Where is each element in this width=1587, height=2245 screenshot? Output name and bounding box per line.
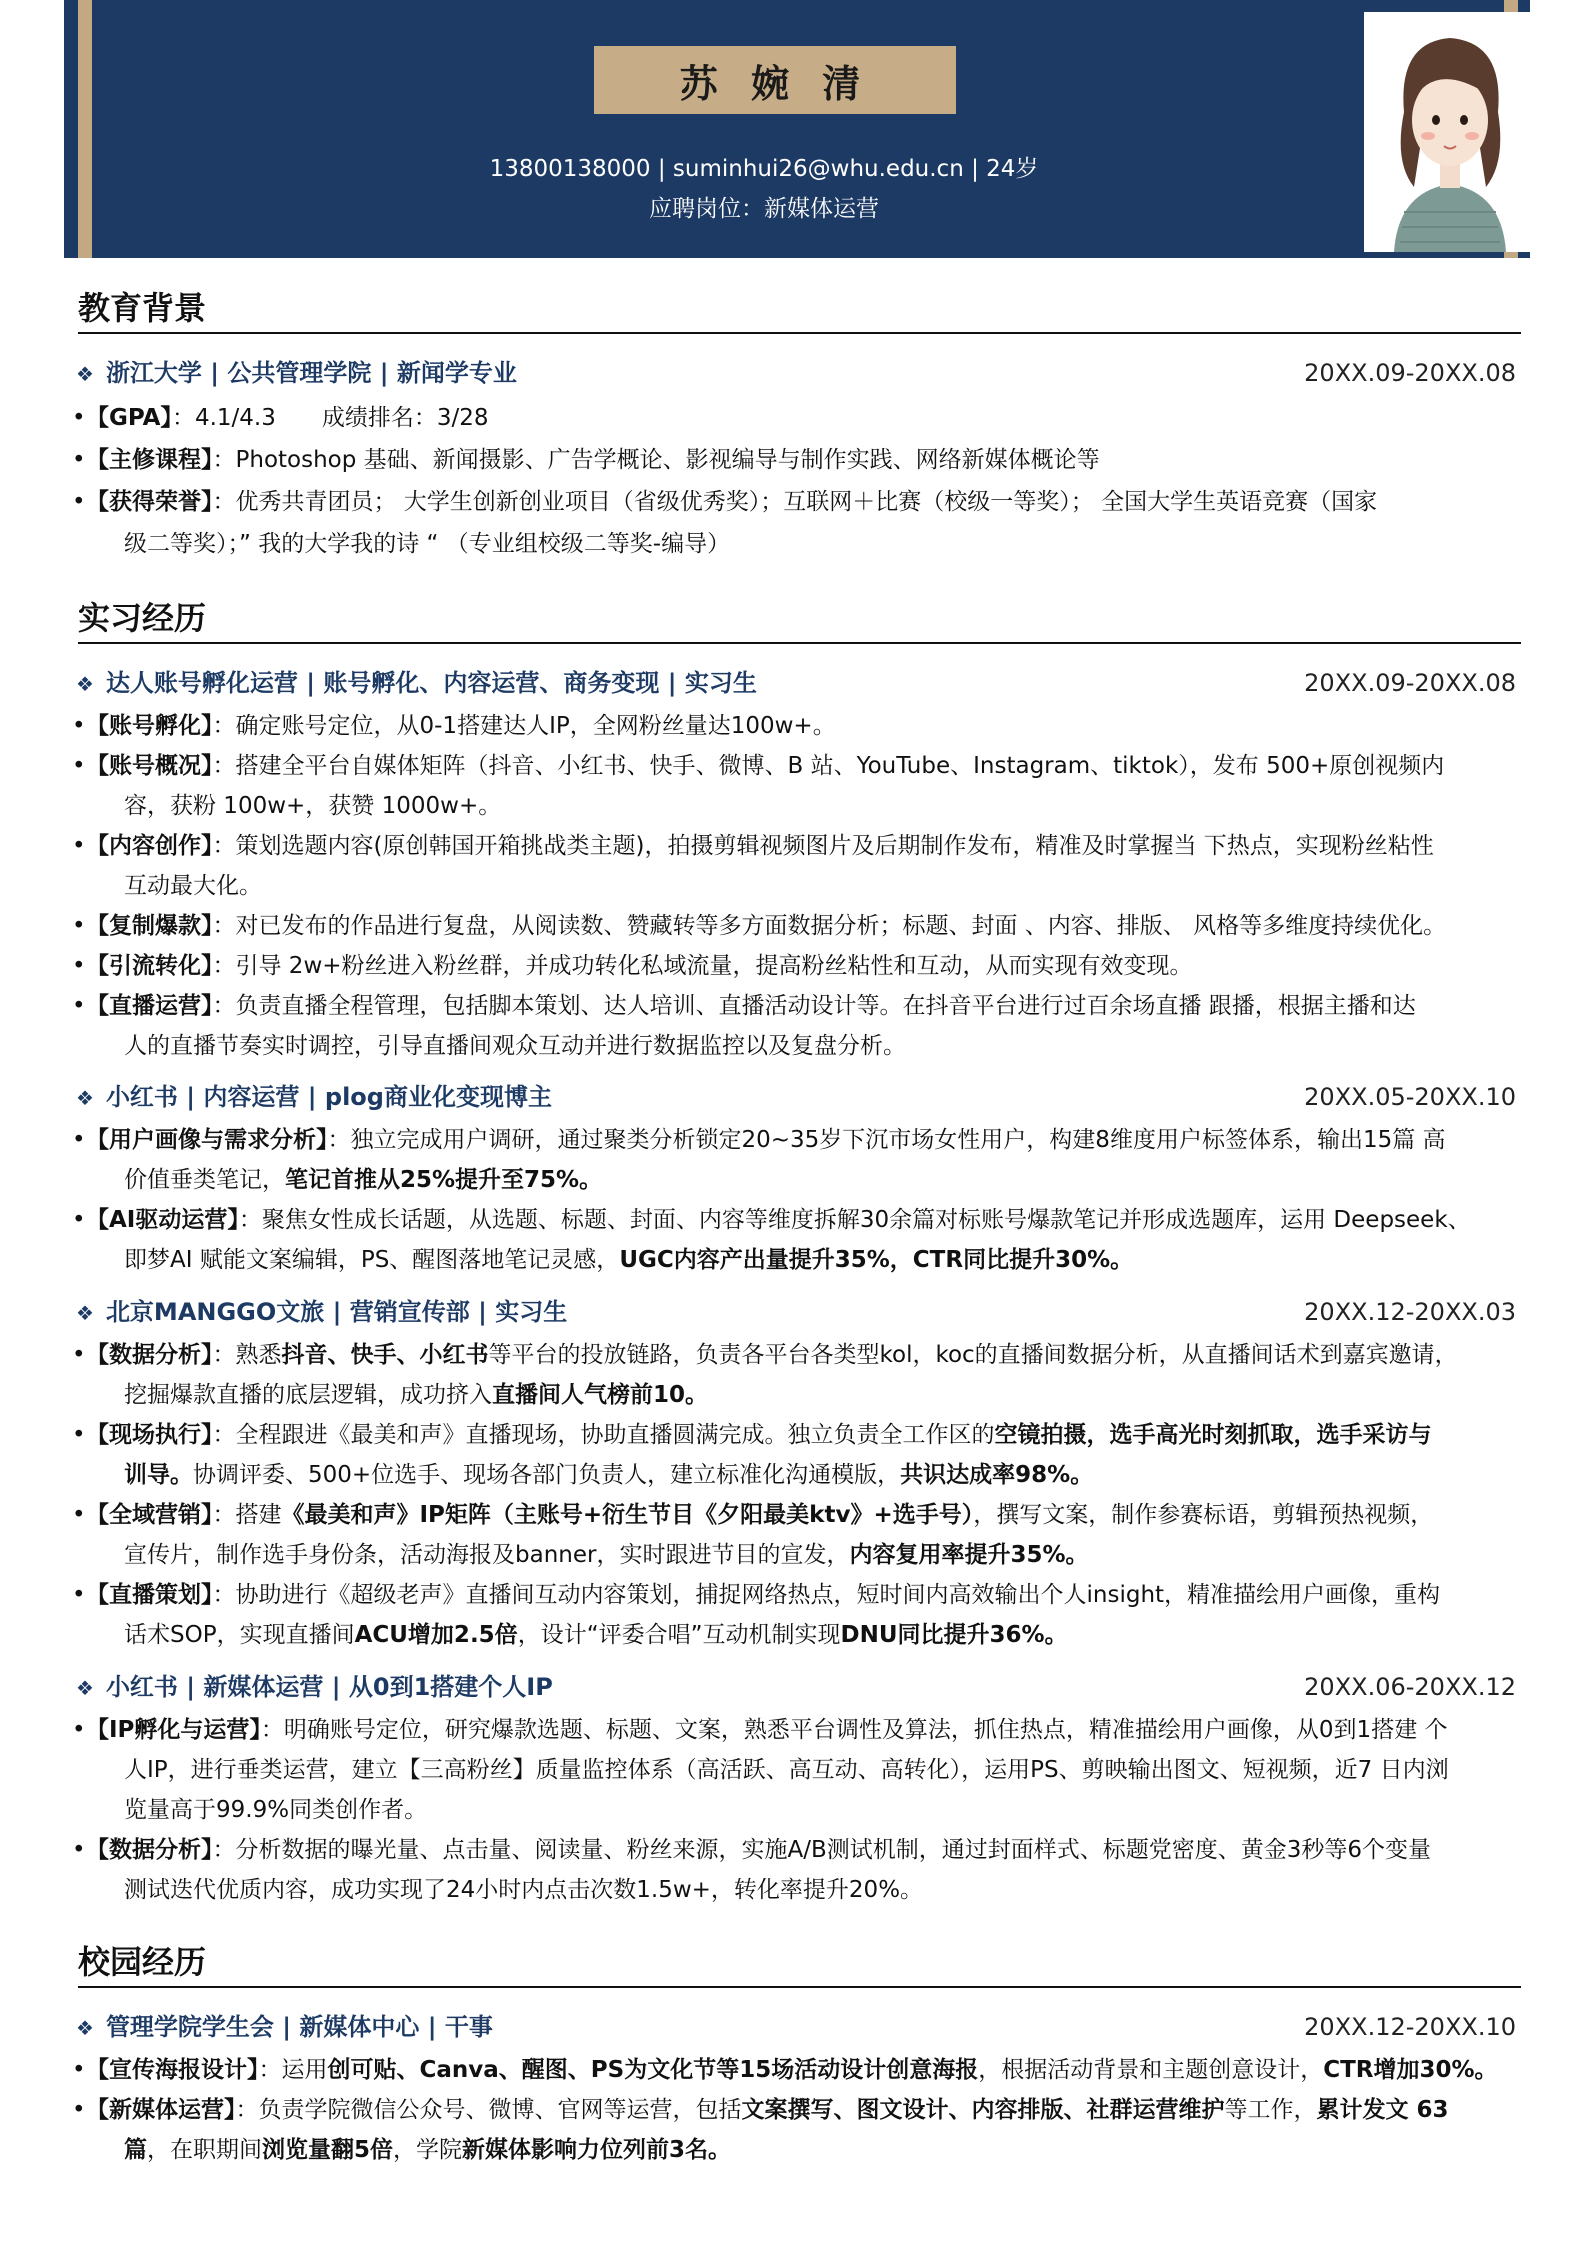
job-detail-cont: 人IP，进行垂类运营，建立【三高粉丝】质量监控体系（高活跃、高互动、高转化），运用PS、剪映输出图文、短视频，近7 日内浏 <box>124 1757 1449 1783</box>
job-detail-cont: 人的直播节奏实时调控，引导直播间观众互动并进行数据监控以及复盘分析。 <box>124 1033 906 1059</box>
diamond-icon: ❖ <box>76 1301 94 1325</box>
job-detail: • 【直播策划】：协助进行《超级老声》直播间互动内容策划，捕捉网络热点，短时间内高效输出个人insight，精准描绘用户画像，重构 <box>72 1582 1441 1608</box>
education-honors-cont: 级二等奖）；” 我的大学我的诗 “ （专业组校级二等奖-编导） <box>124 531 731 557</box>
job-detail: • 【直播运营】：负责直播全程管理，包括脚本策划、达人培训、直播活动设计等。在抖音平台进行过百余场直播 跟播，根据主播和达 <box>72 993 1416 1019</box>
contact-info: 13800138000 | suminhui26@whu.edu.cn | 24岁 <box>489 156 1039 182</box>
campus-date: 20XX.12-20XX.10 <box>1304 2013 1516 2041</box>
job-detail: • 【数据分析】：分析数据的曝光量、点击量、阅读量、粉丝来源，实施A/B测试机制，通过封面样式、标题党密度、黄金3秒等6个变量 <box>72 1837 1432 1863</box>
job-detail: • 【账号孵化】：确定账号定位，从0-1搭建达人IP，全网粉丝量达100w+。 <box>72 713 836 739</box>
portrait-illustration <box>1364 12 1536 252</box>
campus-detail: • 【宣传海报设计】：运用创可贴、Canva、醒图、PS为文化节等15场活动设计创意海报，根据活动背景和主题创意设计，CTR增加30%。 <box>72 2057 1498 2083</box>
job-detail-cont: 测试迭代优质内容，成功实现了24小时内点击次数1.5w+，转化率提升20%。 <box>124 1877 924 1903</box>
job-detail: • 【复制爆款】：对已发布的作品进行复盘，从阅读数、赞藏转等多方面数据分析；标题、封面 、内容、排版、 风格等多维度持续优化。 <box>72 913 1447 939</box>
job-detail: • 【用户画像与需求分析】：独立完成用户调研，通过聚类分析锁定20~35岁下沉市场女性用户，构建8维度用户标签体系，输出15篇 高 <box>72 1127 1446 1153</box>
section-title-campus: 校园经历 <box>78 1944 1521 1988</box>
job-detail: • 【AI驱动运营】：聚焦女性成长话题，从选题、标题、封面、内容等维度拆解30余篇对标账号爆款笔记并形成选题库，运用 Deepseek、 <box>72 1207 1471 1233</box>
candidate-name: 苏 婉 清 <box>594 46 956 114</box>
job-detail: • 【账号概况】：搭建全平台自媒体矩阵（抖音、小红书、快手、微博、B 站、YouTube、Instagram、tiktok），发布 500+原创视频内 <box>72 753 1445 779</box>
education-entry-head <box>76 356 1516 390</box>
job-detail-cont: 训导。协调评委、500+位选手、现场各部门负责人，建立标准化沟通模版，共识达成率98%。 <box>124 1462 1094 1488</box>
job-entry-head: ❖ 小红书 | 内容运营 | plog商业化变现博主 20XX.05-20XX.10 <box>76 1080 1516 1114</box>
job-detail-cont: 览量高于99.9%同类创作者。 <box>124 1797 428 1823</box>
job-detail-cont: 即梦AI 赋能文案编辑，PS、醒图落地笔记灵感，UGC内容产出量提升35%，CTR同比提升30%。 <box>124 1247 1134 1273</box>
job-entry-head: ❖ 达人账号孵化运营 | 账号孵化、内容运营、商务变现 | 实习生 20XX.09-20XX.08 <box>76 666 1516 700</box>
campus-entry-head: ❖ 管理学院学生会 | 新媒体中心 | 干事 20XX.12-20XX.10 <box>76 2010 1516 2044</box>
job-detail-cont: 宣传片，制作选手身份条，活动海报及banner，实时跟进节目的宣发，内容复用率提升35%。 <box>124 1542 1089 1568</box>
job-date: 20XX.09-20XX.08 <box>1304 669 1516 697</box>
job-detail-cont: 话术SOP，实现直播间ACU增加2.5倍，设计“评委合唱”互动机制实现DNU同比提升36%。 <box>124 1622 1068 1648</box>
education-date: 20XX.09-20XX.08 <box>1304 359 1516 387</box>
diamond-icon: ❖ <box>76 362 94 386</box>
section-title-internship: 实习经历 <box>78 600 1521 644</box>
diamond-icon: ❖ <box>76 672 94 696</box>
education-gpa: • 【GPA】：4.1/4.3 成绩排名：3/28 <box>72 405 489 431</box>
job-entry-head: ❖ 小红书 | 新媒体运营 | 从0到1搭建个人IP 20XX.06-20XX.12 <box>76 1670 1516 1704</box>
diamond-icon: ❖ <box>76 2016 94 2040</box>
job-detail: • 【现场执行】：全程跟进《最美和声》直播现场，协助直播圆满完成。独立负责全工作区的空镜拍摄，选手高光时刻抓取，选手采访与 <box>72 1422 1432 1448</box>
job-detail-cont: 互动最大化。 <box>124 873 262 899</box>
job-detail-cont: 容，获粉 100w+，获赞 1000w+。 <box>124 793 502 819</box>
diamond-icon: ❖ <box>76 1676 94 1700</box>
education-school: 浙江大学 | 公共管理学院 | 新闻学专业 <box>105 359 517 387</box>
campus-detail: • 【新媒体运营】：负责学院微信公众号、微博、官网等运营，包括文案撰写、图文设计、内容排版、社群运营维护等工作，累计发文 63 <box>72 2097 1449 2123</box>
job-detail: • 【引流转化】：引导 2w+粉丝进入粉丝群，并成功转化私域流量，提高粉丝粘性和互动，从而实现有效变现。 <box>72 953 1193 979</box>
job-detail-cont: 价值垂类笔记，笔记首推从25%提升至75%。 <box>124 1167 603 1193</box>
job-position: 应聘岗位：新媒体运营 <box>649 196 879 222</box>
section-title-education: 教育背景 <box>78 290 1521 334</box>
campus-detail-cont: 篇，在职期间浏览量翻5倍，学院新媒体影响力位列前3名。 <box>124 2137 732 2163</box>
job-detail: • 【IP孵化与运营】：明确账号定位，研究爆款选题、标题、文案，熟悉平台调性及算法，抓住热点，精准描绘用户画像，从0到1搭建 个 <box>72 1717 1448 1743</box>
job-date: 20XX.12-20XX.03 <box>1304 1298 1516 1326</box>
resume-header <box>64 0 1530 258</box>
job-detail: • 【全域营销】：搭建《最美和声》IP矩阵（主账号+衍生节目《夕阳最美ktv》+选手号），撰写文案，制作参赛标语，剪辑预热视频， <box>72 1502 1434 1528</box>
job-detail: • 【内容创作】：策划选题内容(原创韩国开箱挑战类主题)，拍摄剪辑视频图片及后期制作发布，精准及时掌握当 下热点，实现粉丝粘性 <box>72 833 1434 859</box>
job-date: 20XX.05-20XX.10 <box>1304 1083 1516 1111</box>
education-honors: • 【获得荣誉】：优秀共青团员； 大学生创新创业项目（省级优秀奖）；互联网＋比赛（校级一等奖）； 全国大学生英语竞赛（国家 <box>72 489 1378 515</box>
education-courses: • 【主修课程】：Photoshop 基础、新闻摄影、广告学概论、影视编导与制作实践、网络新媒体概论等 <box>72 447 1100 473</box>
job-detail-cont: 挖掘爆款直播的底层逻辑，成功挤入直播间人气榜前10。 <box>124 1382 709 1408</box>
avatar <box>1364 12 1536 252</box>
job-detail: • 【数据分析】：熟悉抖音、快手、小红书等平台的投放链路，负责各平台各类型kol，koc的直播间数据分析，从直播间话术到嘉宾邀请， <box>72 1342 1458 1368</box>
diamond-icon: ❖ <box>76 1086 94 1110</box>
job-date: 20XX.06-20XX.12 <box>1304 1673 1516 1701</box>
job-entry-head: ❖ 北京MANGGO文旅 | 营销宣传部 | 实习生 20XX.12-20XX.03 <box>76 1295 1516 1329</box>
